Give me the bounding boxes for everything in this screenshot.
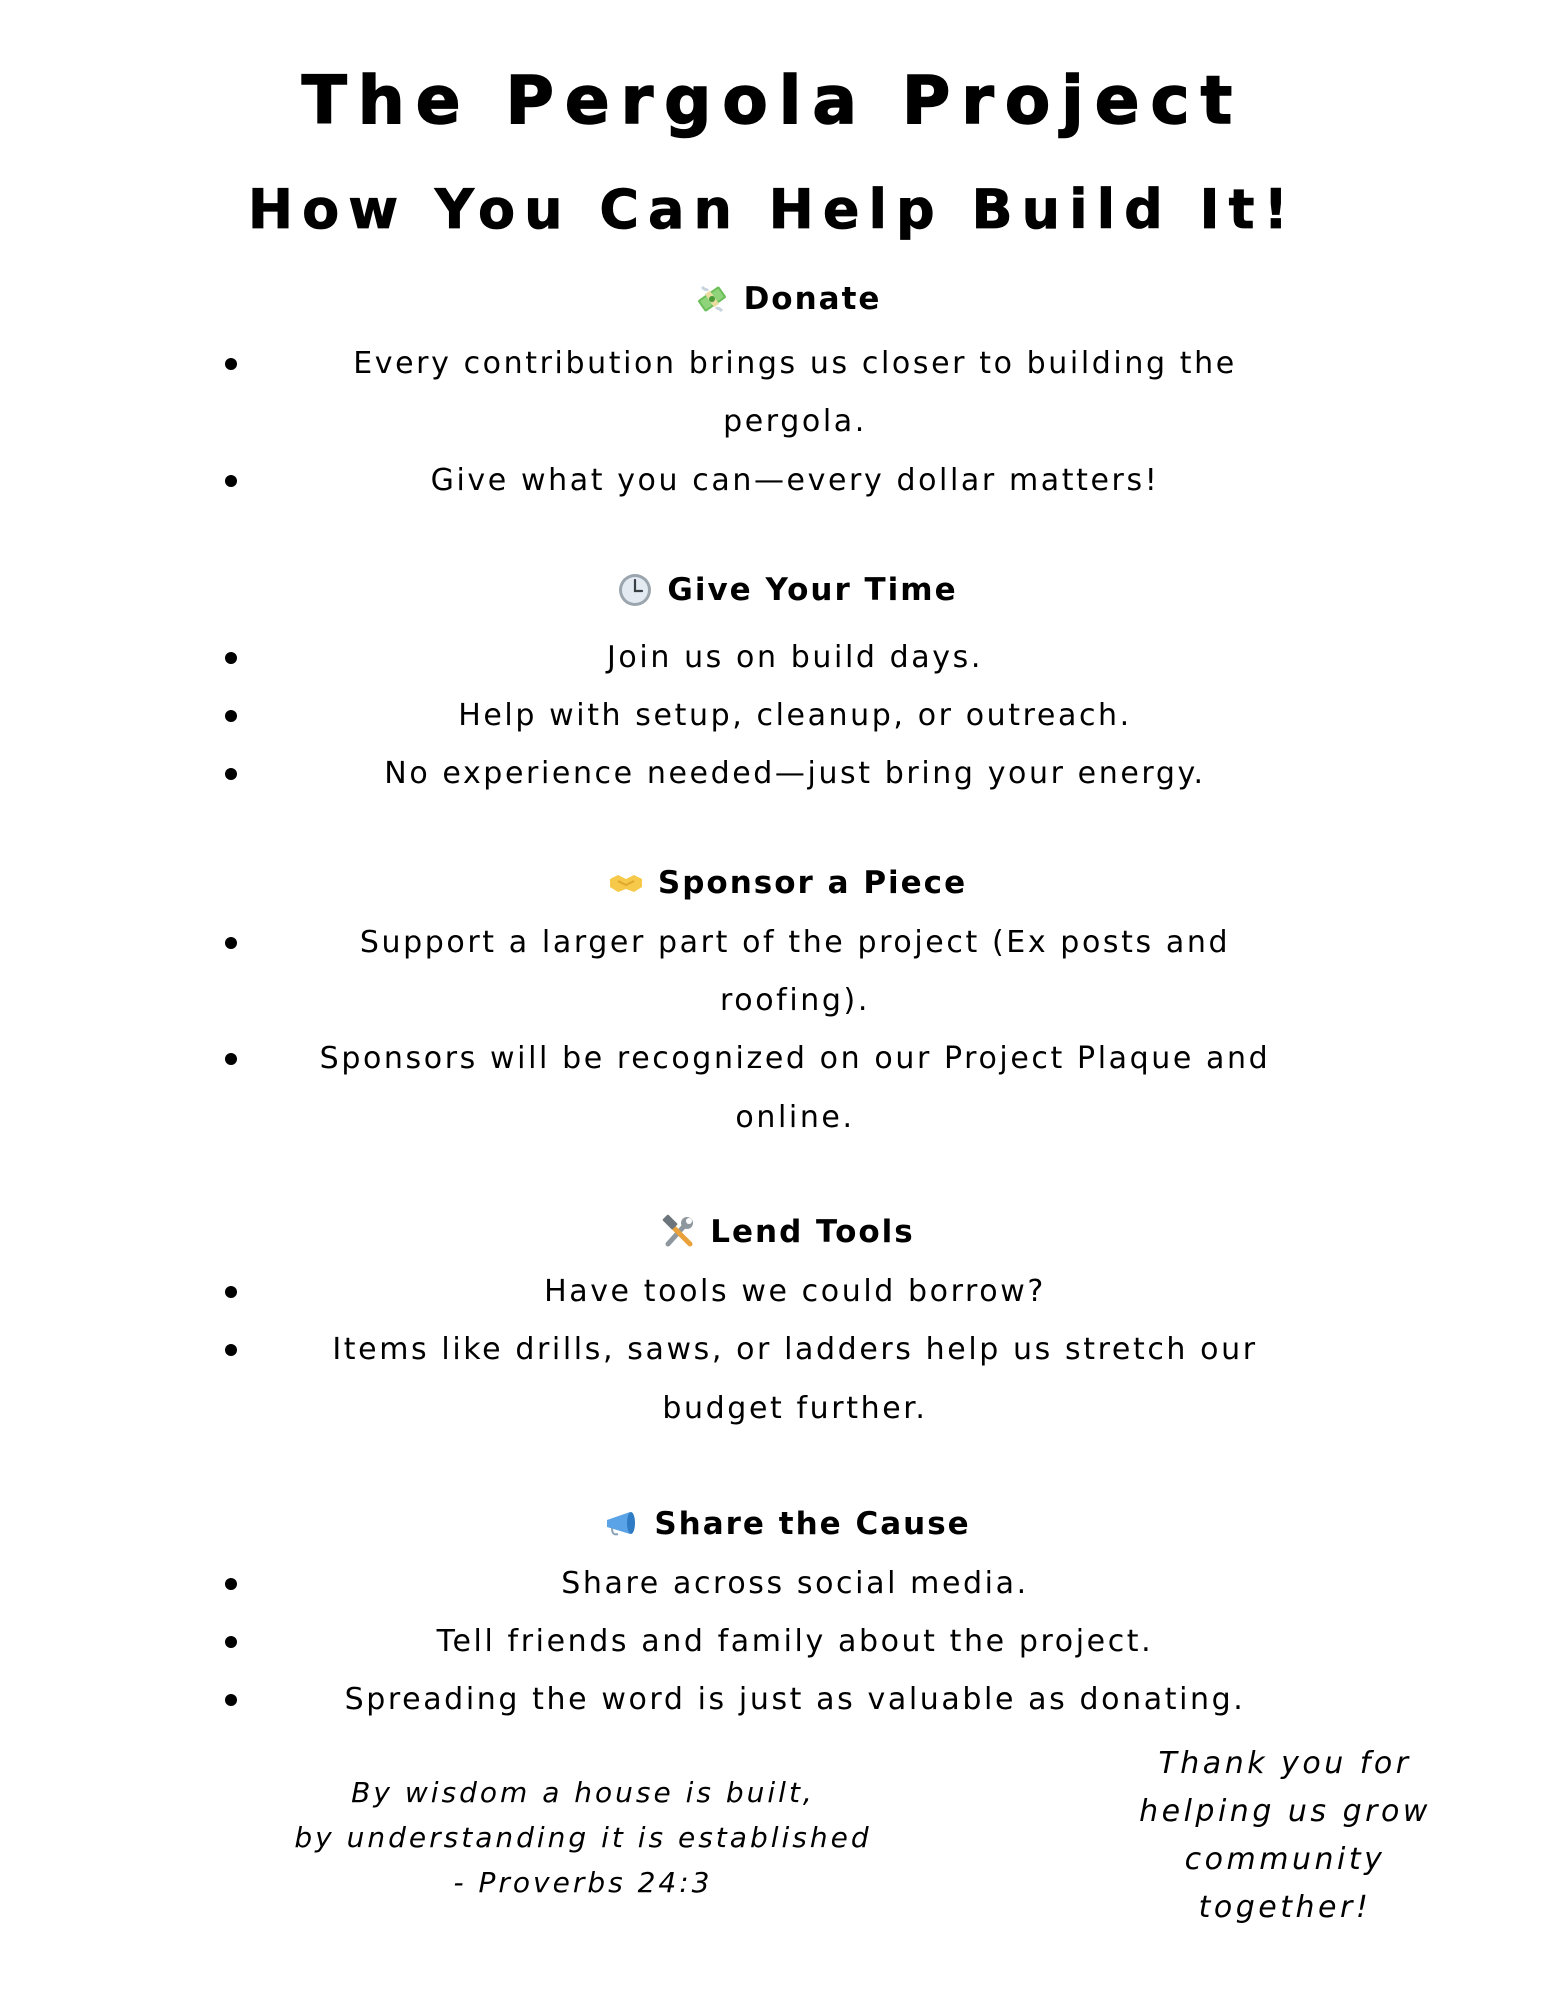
megaphone-icon — [604, 1506, 640, 1542]
list-item-text: Every contribution brings us closer to building the — [353, 346, 1237, 381]
quote-citation: - Proverbs 24:3 — [453, 1866, 713, 1899]
section-heading-donate — [0, 274, 1545, 324]
list-item — [0, 1263, 1545, 1321]
list-item-text: No experience needed—just bring your energy. — [384, 756, 1206, 791]
list-item-text: Join us on build days. — [606, 640, 984, 675]
section-heading-text: Donate — [743, 281, 882, 317]
list-item — [0, 452, 1545, 510]
list-item-text-continued: roofing). — [720, 983, 870, 1018]
list-item — [0, 914, 1545, 972]
list-item-text: Help with setup, cleanup, or outreach. — [458, 698, 1132, 733]
list-item-text: Items like drills, saws, or ladders help us stretch our — [332, 1332, 1258, 1367]
section-heading-sponsor-a-piece — [0, 858, 1545, 908]
list-item-text-continued: pergola. — [723, 404, 867, 439]
list-item-text-continued: budget further. — [662, 1391, 928, 1426]
list-item-text: Have tools we could borrow? — [544, 1274, 1046, 1309]
list-item — [0, 745, 1545, 803]
bullet-icon — [225, 1286, 237, 1298]
list-item — [0, 1613, 1545, 1671]
list-item — [0, 335, 1545, 393]
list-item-text: Sponsors will be recognized on our Project Plaque and — [319, 1041, 1271, 1076]
list-item-text-continued: online. — [735, 1100, 855, 1135]
thanks-line: helping us grow — [1139, 1794, 1431, 1829]
list-item-text: Share across social media. — [561, 1566, 1029, 1601]
bullet-icon — [225, 710, 237, 722]
bullet-icon — [225, 1578, 237, 1590]
bullet-icon — [225, 652, 237, 664]
bible-quote — [230, 1770, 936, 1905]
page-subtitle: How You Can Help Build It! — [247, 178, 1298, 241]
list-item — [0, 1555, 1545, 1613]
thanks-line: together! — [1198, 1890, 1372, 1925]
clock-icon — [617, 572, 653, 608]
bullet-icon — [225, 1053, 237, 1065]
money-with-wings-icon — [694, 281, 730, 317]
section-heading-text: Sponsor a Piece — [657, 865, 968, 901]
list-item — [0, 687, 1545, 745]
bullet-icon — [225, 1636, 237, 1648]
section-heading-text: Lend Tools — [710, 1214, 915, 1250]
section-heading-give-your-time — [0, 565, 1545, 615]
hammer-and-wrench-icon — [660, 1214, 696, 1250]
bullet-icon — [225, 768, 237, 780]
handshake-icon — [608, 865, 644, 901]
list-item — [0, 1671, 1545, 1729]
list-item-text: Give what you can—every dollar matters! — [430, 463, 1160, 498]
bullet-icon — [225, 1344, 237, 1356]
bullet-icon — [225, 1694, 237, 1706]
thank-you-note — [1100, 1740, 1470, 1932]
quote-line: by understanding it is established — [294, 1821, 872, 1854]
thanks-line: Thank you for — [1158, 1746, 1412, 1781]
section-heading-text: Share the Cause — [654, 1506, 971, 1542]
section-heading-lend-tools — [0, 1207, 1545, 1257]
list-item — [0, 629, 1545, 687]
list-item — [0, 1321, 1545, 1379]
section-heading-share-the-cause — [0, 1499, 1545, 1549]
bullet-icon — [225, 475, 237, 487]
list-item-text: Spreading the word is just as valuable as donating. — [344, 1682, 1246, 1717]
page-title: The Pergola Project — [301, 62, 1244, 139]
bullet-icon — [225, 937, 237, 949]
list-item-text: Support a larger part of the project (Ex posts and — [359, 925, 1231, 960]
section-heading-text: Give Your Time — [667, 572, 958, 608]
list-item-text: Tell friends and family about the project. — [436, 1624, 1154, 1659]
bullet-icon — [225, 358, 237, 370]
quote-line: By wisdom a house is built, — [351, 1776, 815, 1809]
thanks-line: community — [1184, 1842, 1386, 1877]
list-item — [0, 1030, 1545, 1088]
